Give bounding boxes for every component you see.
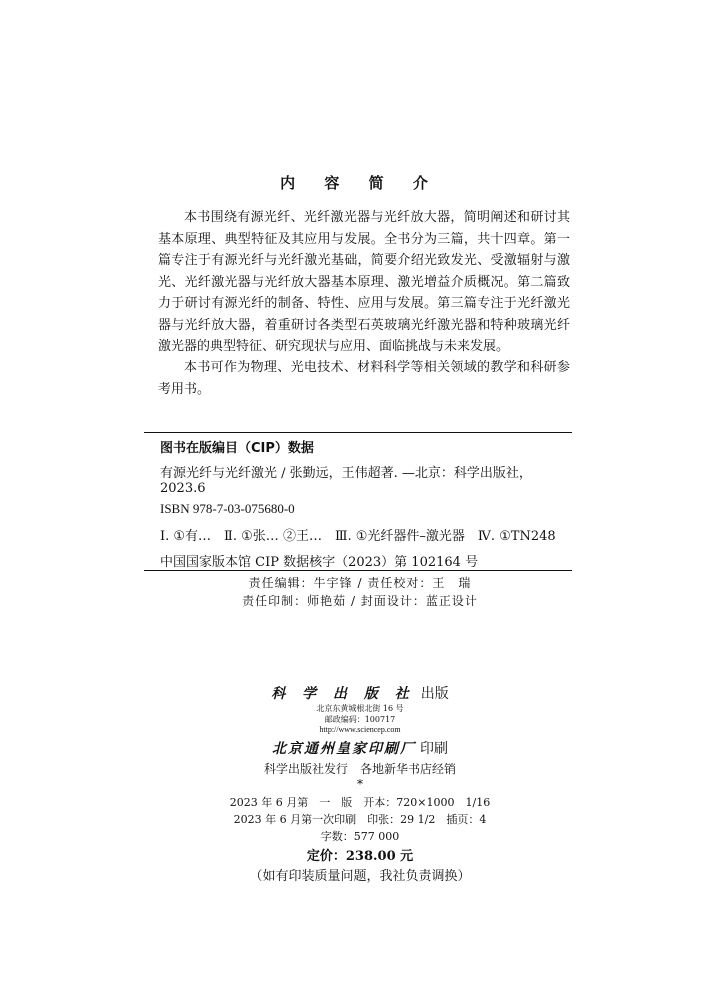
- summary-title: 内 容 简 介: [280, 174, 440, 192]
- editor-credits: 责任编辑：牛宇锋 / 责任校对：王 瑞: [248, 576, 472, 590]
- cip-bottom-rule: [144, 570, 572, 571]
- cip-record-number: 中国国家版本馆 CIP 数据核字（2023）第 102164 号: [160, 555, 479, 570]
- cip-classification: Ⅰ. ①有… Ⅱ. ①张… ②王… Ⅲ. ①光纤器件–激光器 Ⅳ. ①TN248: [160, 529, 556, 544]
- price: 定价：238.00 元: [306, 849, 414, 864]
- word-count: 字数：577 000: [320, 830, 400, 843]
- printing-line: 2023 年 6 月第一次印刷 印张：29 1/2 插页：4: [233, 813, 487, 826]
- production-credits: 责任印制：师艳茹 / 封面设计：蓝正设计: [242, 594, 478, 608]
- quality-notice: （如有印装质量问题，我社负责调换）: [249, 869, 471, 884]
- publisher-logo: 科 学 出 版 社: [271, 686, 415, 702]
- publisher-suffix: 出版: [420, 686, 449, 702]
- cip-isbn: ISBN 978-7-03-075680-0: [160, 501, 295, 516]
- summary-paragraph-1: 本书围绕有源光纤、光纤激光器与光纤放大器，简明阐述和研讨其基本原理、典型特征及其应用与发展。全书分为三篇，共十四章。第一篇专注于有源光纤与光纤激光基础，简要介绍光致发光、受激辐射与激光、光纤激光器与光纤放大器基本原理、激光增益介质概况。第二篇致力于研讨有源光纤的制备、特性、应用与发展。第三篇专注于光纤激光器与光纤放大器，着重研讨各类型石英玻璃光纤激光器和特种玻璃光纤激光器的典型特征、研究现状与应用、面临挑战与未来发展。: [158, 210, 570, 354]
- cip-heading: 图书在版编目（CIP）数据: [160, 441, 314, 456]
- distribution-line: 科学出版社发行 各地新华书店经销: [263, 762, 456, 776]
- separator-star: *: [357, 777, 363, 791]
- publisher-address: 北京东黄城根北街 16 号: [316, 704, 404, 713]
- publisher-postcode: 邮政编码：100717: [324, 715, 396, 724]
- cip-title-line: 有源光纤与光纤激光 / 张勤远，王伟超著. —北京：科学出版社，: [160, 466, 532, 481]
- summary-paragraph-2: 本书可作为物理、光电技术、材料科学等相关领域的教学和科研参考用书。: [158, 360, 570, 397]
- publisher-url: http://www.sciencep.com: [319, 725, 401, 734]
- edition-line: 2023 年 6 月第 一 版 开本：720×1000 1/16: [229, 796, 491, 809]
- cip-top-rule: [144, 432, 572, 433]
- printer-name: 北京通州皇家印刷厂: [272, 741, 416, 757]
- printer-line: [0, 738, 720, 758]
- publisher-line: [0, 683, 720, 703]
- cip-year-line: 2023.6: [160, 481, 206, 496]
- printer-suffix: 印刷: [420, 741, 448, 757]
